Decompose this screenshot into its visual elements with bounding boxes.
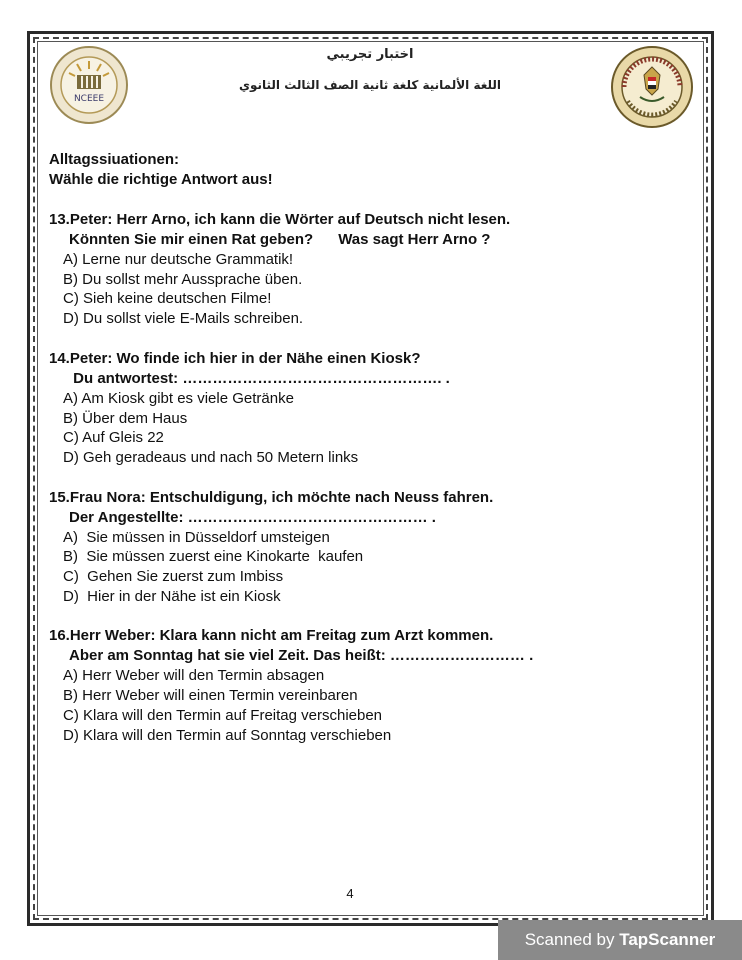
question-15 xyxy=(49,488,669,607)
answer-option: C) Gehen Sie zuerst zum Imbiss xyxy=(63,568,284,586)
question-14 xyxy=(49,349,669,468)
section-heading: Alltagssiuationen: xyxy=(49,151,180,168)
exam-content xyxy=(49,150,669,745)
answer-option: D) Klara will den Termin auf Sonntag verschieben xyxy=(63,726,392,744)
ministry-seal-logo xyxy=(610,45,694,129)
answer-option: A) Am Kiosk gibt es viele Getränke xyxy=(63,389,294,407)
question-text: 15.Frau Nora: Entschuldigung, ich möchte nach Neuss fahren. xyxy=(49,488,494,506)
answer-option: C) Sieh keine deutschen Filme! xyxy=(63,290,272,308)
scan-badge-brand: TapScanner xyxy=(619,930,716,949)
exam-title: اختبار تجريبي xyxy=(326,47,414,62)
section-instruction: Wähle die richtige Antwort aus! xyxy=(49,171,273,188)
scan-badge-prefix: Scanned by xyxy=(524,930,620,949)
answer-option: D) Geh geradeaus und nach 50 Metern links xyxy=(63,448,359,466)
answer-option: B) Herr Weber will einen Termin vereinbaren xyxy=(63,687,358,705)
answer-option: A) Sie müssen in Düsseldorf umsteigen xyxy=(63,528,330,546)
answer-option: A) Lerne nur deutsche Grammatik! xyxy=(63,251,294,268)
answer-option: D) Du sollst viele E-Mails schreiben. xyxy=(63,310,304,328)
nceee-logo xyxy=(49,45,129,125)
question-text: Aber am Sonntag hat sie viel Zeit. Das heißt: ……………………… . xyxy=(69,647,534,665)
answer-option: C) Klara will den Termin auf Freitag verschieben xyxy=(63,706,383,724)
answer-option: C) Auf Gleis 22 xyxy=(63,429,164,447)
question-text: 16.Herr Weber: Klara kann nicht am Freitag zum Arzt kommen. xyxy=(49,627,494,645)
scan-watermark-badge xyxy=(498,920,742,960)
question-13 xyxy=(49,210,669,329)
question-text: Du antwortest: ……………………………………………. . xyxy=(69,369,450,387)
svg-text:NCEEE: NCEEE xyxy=(73,94,105,104)
answer-option: B) Über dem Haus xyxy=(63,409,188,427)
question-text: 13.Peter: Herr Arno, ich kann die Wörter auf Deutsch nicht lesen. xyxy=(49,211,511,228)
answer-option: B) Du sollst mehr Aussprache üben. xyxy=(63,270,303,288)
question-text: Könnten Sie mir einen Rat geben? Was sagt Herr Arno ? xyxy=(69,231,491,248)
question-text: Der Angestellte: ………………………………………… . xyxy=(69,508,436,526)
page-number: 4 xyxy=(346,886,354,901)
question-text: 14.Peter: Wo finde ich hier in der Nähe einen Kiosk? xyxy=(49,349,421,367)
answer-option: B) Sie müssen zuerst eine Kinokarte kaufen xyxy=(63,548,364,566)
answer-option: D) Hier in der Nähe ist ein Kiosk xyxy=(63,587,281,605)
answer-option: A) Herr Weber will den Termin absagen xyxy=(63,667,325,685)
question-16 xyxy=(49,626,669,745)
exam-subtitle: اللغة الألمانية كلغة ثانية الصف الثالث الثانوي xyxy=(238,78,502,92)
